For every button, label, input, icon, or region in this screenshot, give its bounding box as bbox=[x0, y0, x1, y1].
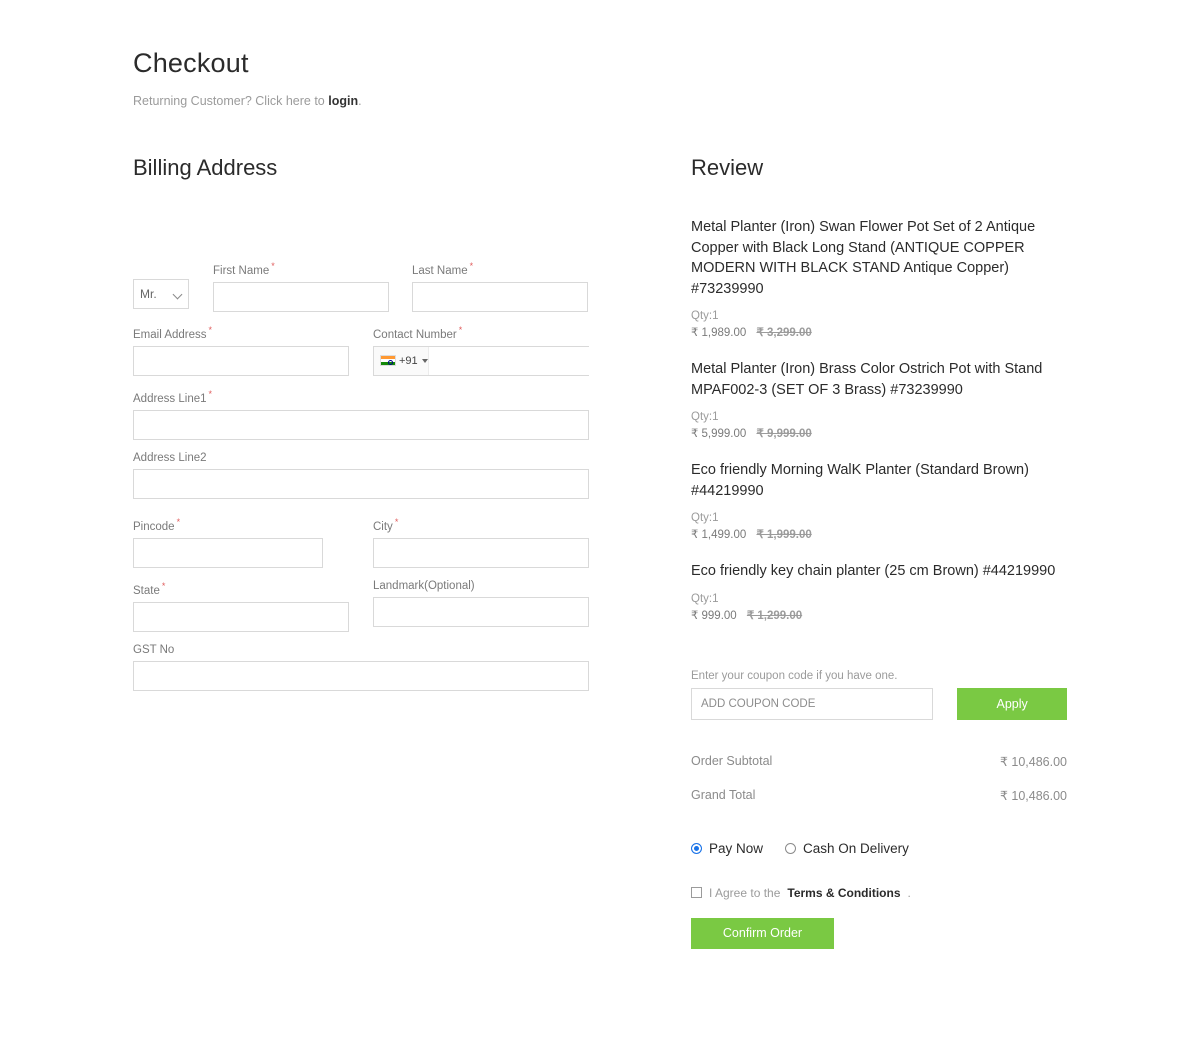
state-input[interactable] bbox=[133, 602, 349, 632]
product-qty: Qty:1 bbox=[691, 310, 719, 322]
coupon-note: Enter your coupon code if you have one. bbox=[691, 669, 898, 682]
order-subtotal-value: ₹ 10,486.00 bbox=[999, 754, 1067, 769]
title-select[interactable] bbox=[133, 279, 189, 309]
apply-coupon-button[interactable]: Apply bbox=[957, 688, 1067, 720]
gst-label: GST No bbox=[133, 644, 175, 656]
email-label: Email Address * bbox=[133, 325, 213, 341]
required-marker: * bbox=[469, 261, 474, 271]
required-marker: * bbox=[271, 261, 275, 271]
review-section-title: Review bbox=[691, 155, 764, 180]
order-subtotal-label: Order Subtotal bbox=[691, 753, 773, 768]
list-item bbox=[691, 217, 1067, 339]
cash-on-delivery-label: Cash On Delivery bbox=[803, 840, 909, 856]
cash-on-delivery-option[interactable] bbox=[785, 841, 909, 856]
product-qty: Qty:1 bbox=[691, 592, 719, 605]
city-input[interactable] bbox=[373, 538, 589, 568]
product-price: ₹ 5,999.00 bbox=[691, 428, 747, 440]
state-label: State * bbox=[133, 581, 166, 597]
product-old-price: ₹ 1,299.00 bbox=[746, 609, 803, 622]
gst-field-group bbox=[133, 643, 589, 691]
product-name: Eco friendly Morning WalK Planter (Standard Brown) #44219990 bbox=[691, 462, 1029, 499]
billing-address-section bbox=[133, 155, 603, 715]
required-marker: * bbox=[458, 325, 463, 335]
contact-field-group bbox=[373, 323, 589, 376]
landmark-input[interactable] bbox=[373, 597, 589, 627]
first-name-label: First Name * bbox=[213, 261, 275, 277]
terms-text-suffix: . bbox=[907, 885, 911, 900]
required-marker: * bbox=[176, 517, 181, 527]
required-marker: * bbox=[208, 389, 213, 399]
required-marker: * bbox=[208, 325, 213, 335]
returning-customer-note bbox=[133, 94, 362, 108]
cash-on-delivery-radio[interactable] bbox=[785, 843, 796, 854]
address1-field-group bbox=[133, 387, 589, 440]
terms-checkbox[interactable] bbox=[691, 887, 702, 898]
coupon-section bbox=[691, 670, 1067, 720]
landmark-field-group bbox=[373, 579, 589, 627]
page-title: Checkout bbox=[133, 48, 249, 78]
last-name-label: Last Name * bbox=[412, 261, 474, 277]
coupon-code-input[interactable] bbox=[691, 688, 933, 720]
confirm-order-button[interactable]: Confirm Order bbox=[691, 918, 834, 949]
order-review-section bbox=[691, 155, 1067, 949]
terms-and-conditions-link[interactable]: Terms & Conditions bbox=[787, 885, 901, 900]
coupon-row bbox=[691, 688, 1067, 720]
pay-now-radio[interactable] bbox=[691, 843, 702, 854]
product-qty: Qty:1 bbox=[691, 411, 719, 423]
returning-customer-suffix: . bbox=[358, 94, 362, 108]
address1-label: Address Line1 * bbox=[133, 389, 213, 405]
product-name: Eco friendly key chain planter (25 cm Brown) #44219990 bbox=[691, 563, 1056, 579]
product-price-line bbox=[691, 426, 1067, 440]
list-item bbox=[691, 460, 1067, 541]
contact-label: Contact Number * bbox=[373, 325, 463, 341]
order-subtotal-row bbox=[691, 754, 1067, 769]
pincode-input[interactable] bbox=[133, 538, 323, 568]
totals-section bbox=[691, 754, 1067, 803]
pincode-field-group bbox=[133, 515, 323, 568]
billing-section-title: Billing Address bbox=[133, 155, 278, 180]
returning-customer-text: Returning Customer? Click here to bbox=[133, 94, 329, 108]
state-field-group bbox=[133, 579, 349, 632]
pay-now-option[interactable] bbox=[691, 841, 763, 856]
terms-agreement-row bbox=[691, 886, 1067, 900]
last-name-input[interactable] bbox=[412, 282, 588, 312]
product-old-price: ₹ 1,999.00 bbox=[756, 529, 812, 541]
product-price-line bbox=[691, 527, 1067, 541]
email-field[interactable] bbox=[133, 346, 349, 376]
title-select-wrapper bbox=[133, 279, 189, 309]
grand-total-value: ₹ 10,486.00 bbox=[999, 788, 1067, 803]
login-link[interactable]: login bbox=[328, 94, 359, 108]
first-name-field-group bbox=[213, 259, 389, 312]
chevron-down-icon bbox=[422, 359, 428, 363]
required-marker: * bbox=[161, 581, 166, 591]
gst-no-input[interactable] bbox=[133, 661, 589, 691]
phone-input-wrapper bbox=[373, 346, 589, 376]
email-field-group bbox=[133, 323, 349, 376]
terms-text-prefix: I Agree to the bbox=[709, 885, 781, 900]
country-code-selector[interactable] bbox=[374, 347, 429, 375]
product-price: ₹ 1,989.00 bbox=[691, 327, 747, 339]
last-name-field-group bbox=[412, 259, 588, 312]
address-line1-input[interactable] bbox=[133, 410, 589, 440]
product-old-price: ₹ 3,299.00 bbox=[756, 327, 812, 339]
payment-method-options bbox=[691, 841, 1067, 856]
product-price: ₹ 999.00 bbox=[691, 609, 737, 622]
city-field-group bbox=[373, 515, 589, 568]
grand-total-label: Grand Total bbox=[691, 787, 756, 802]
product-name: Metal Planter (Iron) Brass Color Ostrich Pot with Stand MPAF002-3 (SET OF 3 Brass) #73239990 bbox=[691, 361, 1043, 398]
product-price-line bbox=[691, 325, 1067, 339]
pay-now-label: Pay Now bbox=[709, 840, 764, 856]
india-flag-icon bbox=[380, 355, 396, 366]
dial-code: +91 bbox=[399, 354, 418, 367]
grand-total-row bbox=[691, 788, 1067, 803]
list-item bbox=[691, 561, 1067, 622]
address-line2-input[interactable] bbox=[133, 469, 589, 499]
city-label: City * bbox=[373, 517, 399, 533]
product-qty: Qty:1 bbox=[691, 512, 719, 524]
list-item bbox=[691, 359, 1067, 440]
pincode-label: Pincode * bbox=[133, 517, 181, 533]
contact-number-input[interactable] bbox=[429, 347, 598, 375]
product-price-line bbox=[691, 608, 1067, 622]
product-old-price: ₹ 9,999.00 bbox=[756, 428, 812, 440]
product-price: ₹ 1,499.00 bbox=[691, 529, 747, 541]
address2-label: Address Line2 bbox=[133, 452, 207, 464]
address2-field-group bbox=[133, 451, 589, 499]
required-marker: * bbox=[394, 517, 399, 527]
landmark-label: Landmark(Optional) bbox=[373, 580, 475, 592]
product-name: Metal Planter (Iron) Swan Flower Pot Set of 2 Antique Copper with Black Long Stand (ANTIQUE COPPER MODERN WITH BLACK STAND Antique Copper) #73239990 bbox=[691, 219, 1036, 297]
first-name-input[interactable] bbox=[213, 282, 389, 312]
